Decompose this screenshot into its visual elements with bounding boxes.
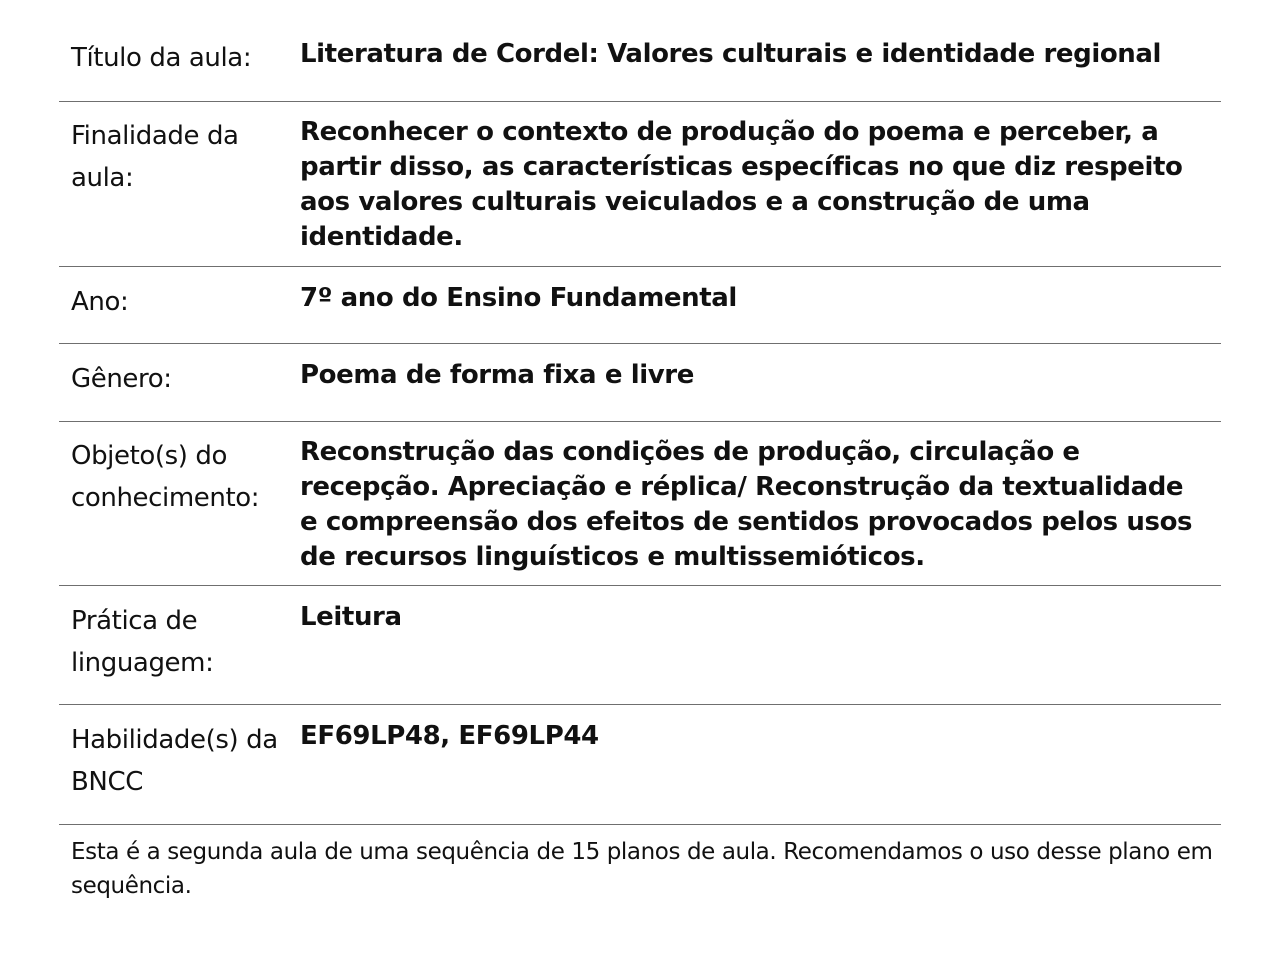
bncc-skills-label: Habilidade(s) da BNCC bbox=[71, 725, 278, 797]
sequence-note: Esta é a segunda aula de uma sequência de 15 planos de aula. Recomendamos o uso desse plano em sequência. bbox=[71, 839, 1213, 899]
lesson-purpose-value: Reconhecer o contexto de produção do poema e perceber, a partir disso, as características específicas no que diz respeito aos valores culturais veiculados e a construção de uma identidade. bbox=[300, 117, 1183, 252]
knowledge-objects-label: Objeto(s) do conhecimento: bbox=[71, 441, 260, 513]
genre-value: Poema de forma fixa e livre bbox=[300, 360, 694, 390]
lesson-plan-table bbox=[59, 18, 1221, 903]
school-year-value: 7º ano do Ensino Fundamental bbox=[300, 283, 737, 313]
language-practice-label: Prática de linguagem: bbox=[71, 606, 214, 678]
row-genre bbox=[59, 344, 1221, 422]
row-school-year bbox=[59, 267, 1221, 344]
school-year-label: Ano: bbox=[71, 287, 129, 317]
row-language-practice bbox=[59, 586, 1221, 705]
row-lesson-purpose bbox=[59, 102, 1221, 267]
row-knowledge-objects bbox=[59, 422, 1221, 586]
knowledge-objects-value: Reconstrução das condições de produção, circulação e recepção. Apreciação e réplica/ Reconstrução da textualidade e compreensão dos efeitos de sentidos provocados pelos usos de recursos linguísticos e multissemióticos. bbox=[300, 437, 1193, 572]
row-bncc-skills bbox=[59, 705, 1221, 825]
lesson-title-label: Título da aula: bbox=[71, 43, 252, 73]
lesson-title-value: Literatura de Cordel: Valores culturais e identidade regional bbox=[300, 39, 1162, 69]
bncc-skills-value: EF69LP48, EF69LP44 bbox=[300, 721, 599, 751]
language-practice-value: Leitura bbox=[300, 602, 402, 632]
lesson-purpose-label: Finalidade da aula: bbox=[71, 121, 239, 193]
genre-label: Gênero: bbox=[71, 364, 172, 394]
row-lesson-title bbox=[59, 18, 1221, 102]
